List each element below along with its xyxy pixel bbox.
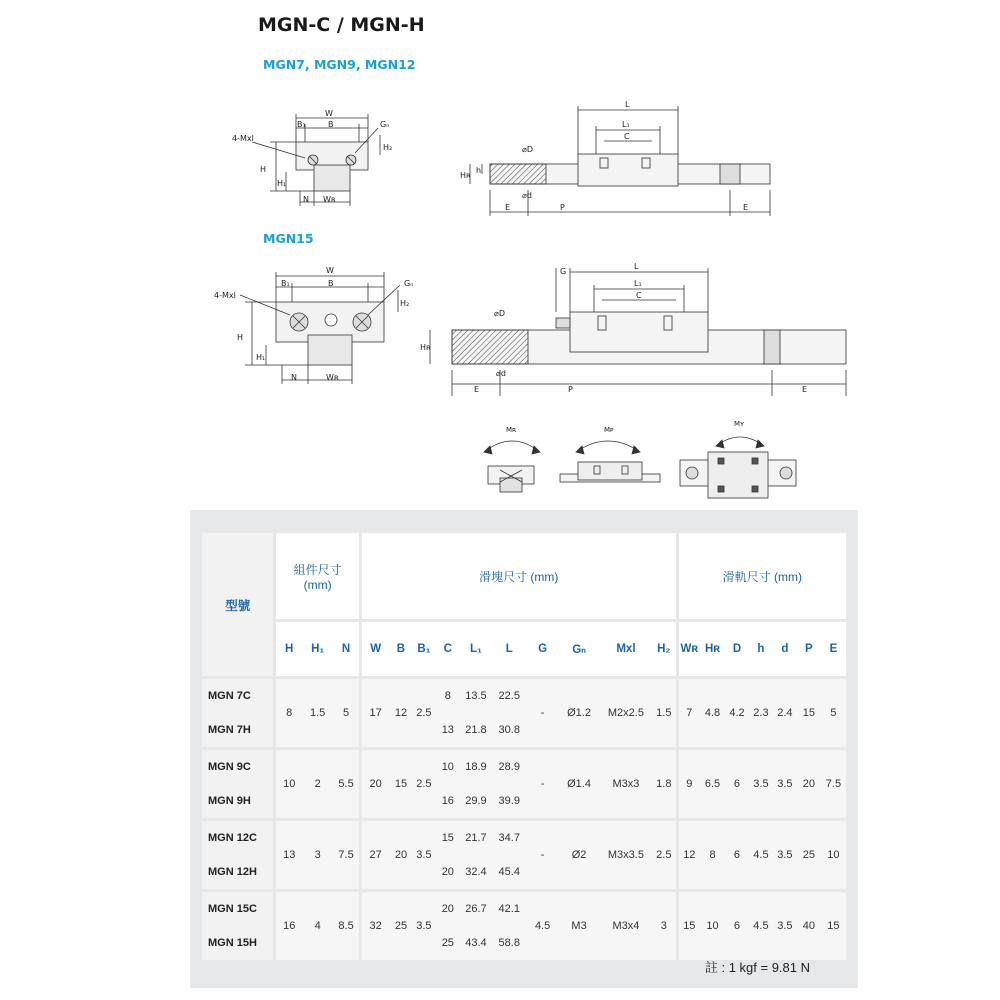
cell-B: 20: [390, 820, 413, 891]
cell-P: 40: [797, 891, 821, 961]
page-title: MGN-C / MGN-H: [258, 14, 425, 36]
cell-C: 20: [435, 891, 460, 927]
dim-h-small: h: [476, 166, 482, 175]
cell-H1: 2: [302, 749, 333, 820]
moment-my-diagram: [680, 437, 796, 498]
dim-B-mgn15: B: [328, 279, 334, 288]
dim-Gn-small: Gₙ: [380, 120, 390, 129]
dim-B-small: B: [328, 120, 334, 129]
cell-L: 58.8: [492, 926, 527, 960]
cell-E: 5: [821, 678, 846, 749]
column-header: N: [333, 621, 360, 678]
cell-D: 4.2: [725, 678, 749, 749]
dim-E-left-mgn15: E: [474, 385, 480, 394]
cell-WR: 12: [677, 820, 700, 891]
cell-P: 25: [797, 820, 821, 891]
cell-B: 12: [390, 678, 413, 749]
cell-H1: 1.5: [302, 678, 333, 749]
cell-C: 25: [435, 926, 460, 960]
column-header: Mxl: [600, 621, 652, 678]
spec-table: [202, 533, 846, 960]
cell-L: 42.1: [492, 891, 527, 927]
cell-WR: 7: [677, 678, 700, 749]
column-header: L₁: [460, 621, 491, 678]
model-name: MGN 9H: [202, 784, 275, 820]
cell-P: 15: [797, 678, 821, 749]
cell-h: 4.5: [749, 891, 773, 961]
cell-N: 5.5: [333, 749, 360, 820]
column-header: P: [797, 621, 821, 678]
cell-L: 45.4: [492, 855, 527, 891]
side-view-small: [470, 106, 770, 216]
cell-G: 4.5: [527, 891, 558, 961]
cell-B: 25: [390, 891, 413, 961]
dim-H1-mgn15: H₁: [256, 353, 266, 362]
cell-H2: 3: [652, 891, 677, 961]
dim-C-small: C: [624, 132, 630, 141]
dim-HR-small: Hʀ: [460, 171, 471, 180]
dim-B1-small: B₁: [297, 120, 306, 129]
dim-C-mgn15: C: [636, 291, 642, 300]
cell-Gn: M3: [558, 891, 600, 961]
dim-H2-mgn15: H₂: [400, 299, 410, 308]
moment-mp-label: Mᴘ: [604, 426, 614, 434]
cell-P: 20: [797, 749, 821, 820]
dim-L-mgn15: L: [634, 262, 639, 271]
cell-L1: 26.7: [460, 891, 491, 927]
cell-d: 3.5: [773, 749, 797, 820]
cell-D: 6: [725, 891, 749, 961]
cell-H: 13: [275, 820, 302, 891]
cell-E: 15: [821, 891, 846, 961]
table-row: [202, 678, 846, 714]
cell-C: 8: [435, 678, 460, 714]
model-name: MGN 15C: [202, 891, 275, 927]
cell-B1: 2.5: [412, 678, 435, 749]
cell-L1: 29.9: [460, 784, 491, 820]
model-name: MGN 7C: [202, 678, 275, 714]
dim-L-small: L: [625, 100, 630, 109]
cell-B: 15: [390, 749, 413, 820]
model-name: MGN 7H: [202, 713, 275, 749]
dim-W-mgn15: W: [326, 266, 334, 275]
dim-P-mgn15: P: [568, 385, 573, 394]
group-assembly-header: 組件尺寸 (mm): [275, 533, 360, 621]
column-header: W: [360, 621, 389, 678]
cell-WR: 9: [677, 749, 700, 820]
cell-Gn: Ø1.2: [558, 678, 600, 749]
spec-table-body: [202, 533, 846, 960]
cell-d: 2.4: [773, 678, 797, 749]
dim-E-left-small: E: [505, 203, 511, 212]
dim-L1-small: L₁: [622, 120, 630, 129]
model-name: MGN 9C: [202, 749, 275, 785]
moment-mp-diagram: [560, 441, 660, 482]
dim-WR-mgn15: Wʀ: [326, 373, 339, 382]
column-header: H: [275, 621, 302, 678]
cell-D: 6: [725, 749, 749, 820]
dim-H1-small: H₁: [277, 179, 287, 188]
cell-B1: 3.5: [412, 891, 435, 961]
cell-L1: 21.7: [460, 820, 491, 856]
dim-d-small: ⌀d: [522, 191, 532, 200]
cell-d: 3.5: [773, 891, 797, 961]
cell-W: 27: [360, 820, 389, 891]
dim-P-small: P: [560, 203, 565, 212]
column-header: H₁: [302, 621, 333, 678]
cell-B1: 3.5: [412, 820, 435, 891]
cell-L1: 21.8: [460, 713, 491, 749]
table-row: [202, 820, 846, 856]
cell-W: 20: [360, 749, 389, 820]
cell-L: 30.8: [492, 713, 527, 749]
moment-my-label: Mʏ: [734, 420, 745, 428]
dim-E-right-small: E: [743, 203, 749, 212]
dim-W-small: W: [325, 109, 333, 118]
moment-mr-diagram: [484, 441, 540, 492]
cell-Mxl: M3x3: [600, 749, 652, 820]
column-header: H₂: [652, 621, 677, 678]
cell-H: 8: [275, 678, 302, 749]
end-view-small: [252, 114, 380, 206]
dim-H2-small: H₂: [383, 143, 393, 152]
dim-Mxl-mgn15: 4-Mxl: [214, 291, 236, 300]
cell-WR: 15: [677, 891, 700, 961]
moment-mr-label: Mʀ: [506, 426, 517, 434]
column-header: B: [390, 621, 413, 678]
model-name: MGN 15H: [202, 926, 275, 960]
column-header: Gₙ: [558, 621, 600, 678]
cell-L1: 18.9: [460, 749, 491, 785]
dim-d-mgn15: ⌀d: [496, 369, 506, 378]
cell-N: 5: [333, 678, 360, 749]
dim-D-small: ⌀D: [522, 145, 533, 154]
cell-H2: 1.5: [652, 678, 677, 749]
column-header: C: [435, 621, 460, 678]
subtitle-mgn15: MGN15: [263, 231, 314, 246]
dim-Mxl-small: 4-Mxl: [232, 134, 254, 143]
cell-L1: 13.5: [460, 678, 491, 714]
cell-D: 6: [725, 820, 749, 891]
dim-G-mgn15: G: [560, 267, 567, 276]
end-view-mgn15: [240, 272, 400, 384]
spec-table-panel: [190, 510, 858, 988]
model-header: 型號: [202, 533, 275, 678]
dim-L1-mgn15: L₁: [634, 279, 642, 288]
cell-C: 10: [435, 749, 460, 785]
cell-N: 8.5: [333, 891, 360, 961]
dim-N-small: N: [303, 195, 309, 204]
cell-C: 13: [435, 713, 460, 749]
cell-C: 20: [435, 855, 460, 891]
cell-C: 15: [435, 820, 460, 856]
cell-H1: 4: [302, 891, 333, 961]
cell-G: -: [527, 749, 558, 820]
dim-B1-mgn15: B₁: [281, 279, 290, 288]
unit-note: 註 : 1 kgf = 9.81 N: [704, 960, 810, 975]
table-row: [202, 891, 846, 927]
cell-HR: 6.5: [700, 749, 725, 820]
cell-W: 32: [360, 891, 389, 961]
column-header: D: [725, 621, 749, 678]
cell-Gn: Ø1.4: [558, 749, 600, 820]
cell-h: 2.3: [749, 678, 773, 749]
cell-E: 7.5: [821, 749, 846, 820]
model-name: MGN 12C: [202, 820, 275, 856]
dim-E-right-mgn15: E: [802, 385, 808, 394]
column-header: Wʀ: [677, 621, 700, 678]
dim-N-mgn15: N: [291, 373, 297, 382]
cell-H2: 2.5: [652, 820, 677, 891]
cell-H1: 3: [302, 820, 333, 891]
cell-L1: 32.4: [460, 855, 491, 891]
column-header: h: [749, 621, 773, 678]
cell-d: 3.5: [773, 820, 797, 891]
dim-WR-small: Wʀ: [323, 195, 336, 204]
cell-E: 10: [821, 820, 846, 891]
column-header: L: [492, 621, 527, 678]
cell-h: 3.5: [749, 749, 773, 820]
dim-D-mgn15: ⌀D: [494, 309, 505, 318]
cell-C: 16: [435, 784, 460, 820]
cell-L1: 43.4: [460, 926, 491, 960]
cell-HR: 8: [700, 820, 725, 891]
dim-H-mgn15: H: [237, 333, 244, 342]
subtitle-small-series: MGN7, MGN9, MGN12: [263, 57, 416, 72]
group-block-header: 滑塊尺寸 (mm): [360, 533, 677, 621]
cell-HR: 10: [700, 891, 725, 961]
cell-Mxl: M3x3.5: [600, 820, 652, 891]
cell-Gn: Ø2: [558, 820, 600, 891]
cell-Mxl: M2x2.5: [600, 678, 652, 749]
cell-HR: 4.8: [700, 678, 725, 749]
cell-H2: 1.8: [652, 749, 677, 820]
cell-W: 17: [360, 678, 389, 749]
column-header: B₁: [412, 621, 435, 678]
column-header: E: [821, 621, 846, 678]
cell-B1: 2.5: [412, 749, 435, 820]
cell-N: 7.5: [333, 820, 360, 891]
dim-Gn-mgn15: Gₙ: [404, 279, 414, 288]
table-row: [202, 749, 846, 785]
model-name: MGN 12H: [202, 855, 275, 891]
cell-L: 39.9: [492, 784, 527, 820]
cell-H: 10: [275, 749, 302, 820]
cell-G: -: [527, 820, 558, 891]
dim-HR-mgn15: Hʀ: [420, 343, 431, 352]
cell-L: 34.7: [492, 820, 527, 856]
cell-H: 16: [275, 891, 302, 961]
cell-L: 22.5: [492, 678, 527, 714]
cell-L: 28.9: [492, 749, 527, 785]
cell-G: -: [527, 678, 558, 749]
cell-h: 4.5: [749, 820, 773, 891]
column-header: d: [773, 621, 797, 678]
column-header: Hʀ: [700, 621, 725, 678]
column-symbol-row: [202, 621, 846, 678]
group-rail-header: 滑軌尺寸 (mm): [677, 533, 846, 621]
dim-H-small: H: [260, 165, 267, 174]
cell-Mxl: M3x4: [600, 891, 652, 961]
column-header: G: [527, 621, 558, 678]
